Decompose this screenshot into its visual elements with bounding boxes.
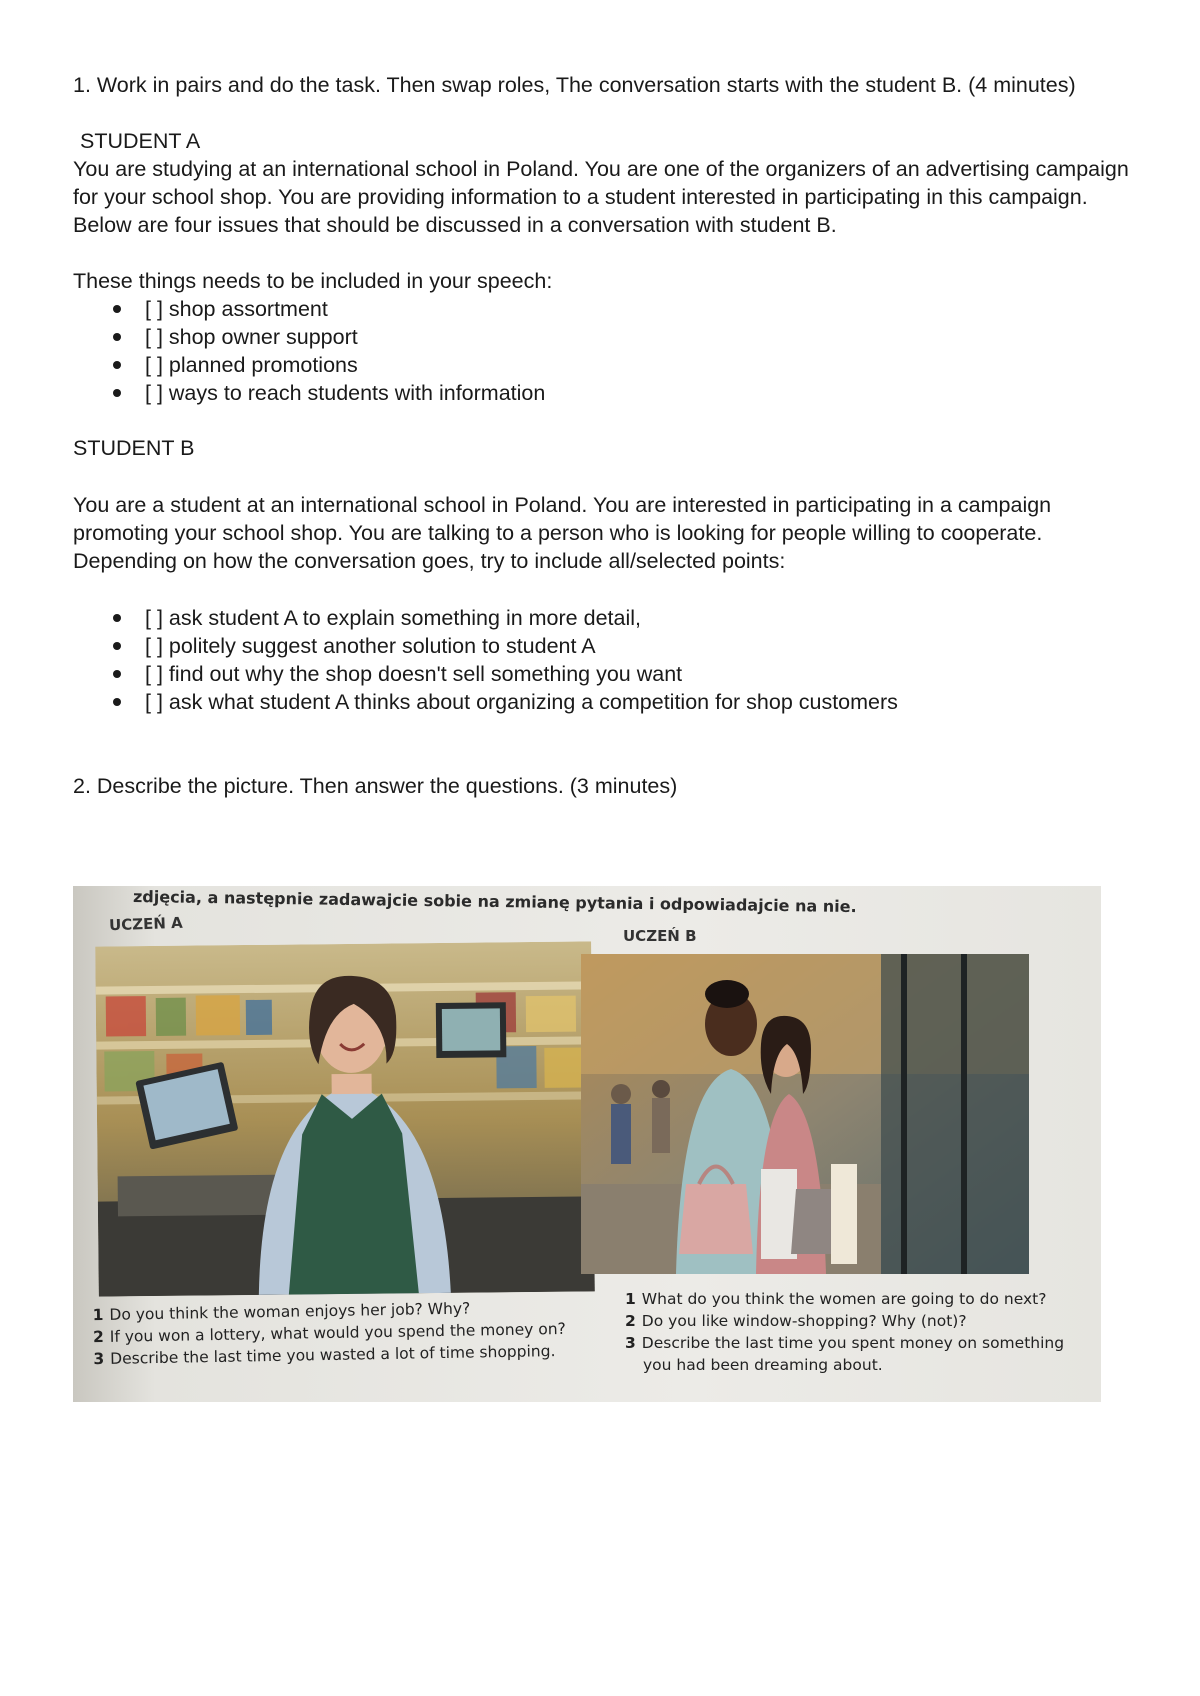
list-item: [ ] ways to reach students with information	[73, 379, 1133, 407]
question-item: 2 Do you like window-shopping? Why (not)?	[625, 1312, 967, 1330]
task1-heading: 1. Work in pairs and do the task. Then swap roles, The conversation starts with the student B. (4 minutes)	[73, 73, 1076, 97]
questions-uczen-a	[92, 1296, 566, 1370]
cashier-photo	[95, 941, 595, 1296]
list-item: [ ] politely suggest another solution to student A	[73, 632, 1133, 660]
shoppers-photo	[581, 954, 1029, 1274]
student-a-lead: These things needs to be included in your speech:	[73, 269, 553, 293]
textbook-photo	[73, 886, 1101, 1402]
list-item: [ ] shop assortment	[73, 295, 1133, 323]
list-item: [ ] shop owner support	[73, 323, 1133, 351]
question-item: 1 Do you think the woman enjoys her job? Why?	[92, 1299, 471, 1325]
list-item: [ ] find out why the shop doesn't sell something you want	[73, 660, 1133, 688]
student-b-intro: You are a student at an international school in Poland. You are interested in participating in a campaign promoting your school shop. You are talking to a person who is looking for people willing to cooperate. Depending on how the conversation goes, try to include all/selected points:	[73, 493, 1052, 573]
student-b-title: STUDENT B	[73, 436, 195, 460]
student-a-title: STUDENT A	[80, 129, 201, 153]
book-instruction: zdjęcia, a następnie zadawajcie sobie na zmianę pytania i odpowiadajcie na nie.	[132, 886, 857, 917]
list-item: [ ] ask what student A thinks about organizing a competition for shop customers	[73, 688, 1133, 716]
question-continuation: you had been dreaming about.	[643, 1356, 883, 1374]
document-body	[73, 71, 1133, 800]
student-a-checklist	[73, 295, 1133, 407]
question-item: 3 Describe the last time you wasted a lot of time shopping.	[93, 1342, 556, 1369]
list-item: [ ] planned promotions	[73, 351, 1133, 379]
list-item: [ ] ask student A to explain something in more detail,	[73, 604, 1133, 632]
question-item: 1 What do you think the women are going to do next?	[625, 1290, 1047, 1308]
questions-uczen-b	[625, 1288, 1064, 1376]
question-item: 2 If you won a lottery, what would you spend the money on?	[92, 1319, 566, 1347]
student-b-checklist	[73, 604, 1133, 716]
student-a-intro: You are studying at an international school in Poland. You are one of the organizers of an advertising campaign for your school shop. You are providing information to a student interested in participating in this campaign. Below are four issues that should be discussed in a conversation with student B.	[73, 157, 1129, 237]
label-uczen-a: UCZEŃ A	[108, 913, 183, 935]
task2-heading: 2. Describe the picture. Then answer the questions. (3 minutes)	[73, 774, 678, 798]
label-uczen-b: UCZEŃ B	[623, 927, 697, 945]
question-item: 3 Describe the last time you spent money on something	[625, 1334, 1065, 1352]
